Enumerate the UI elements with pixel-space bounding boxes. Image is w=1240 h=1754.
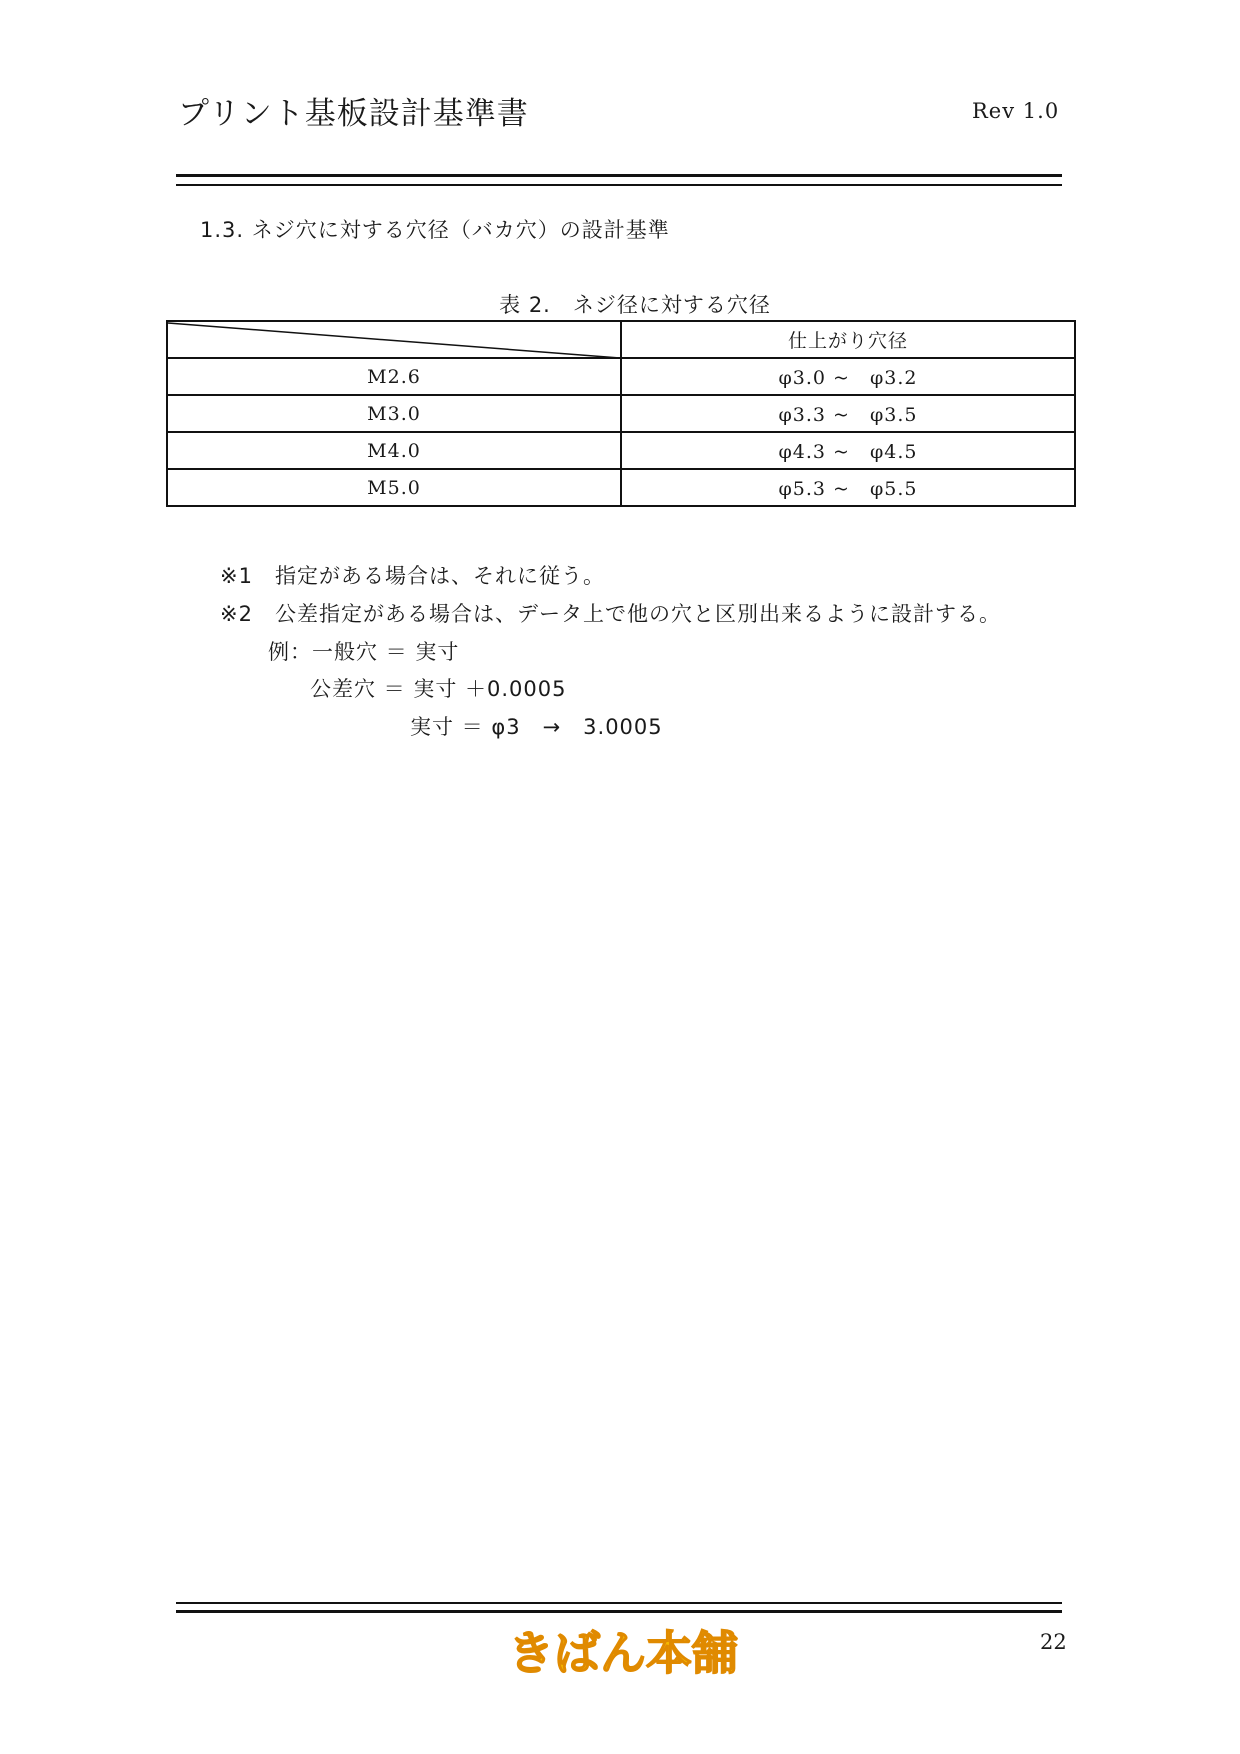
screw-size-cell: M2.6 <box>167 358 621 395</box>
hole-range-cell: φ3.3 ~ φ3.5 <box>621 395 1075 432</box>
example-line-1: 例：一般穴 ＝ 実寸 <box>268 640 460 664</box>
footer-rule-top <box>176 1602 1062 1604</box>
screw-size-cell: M5.0 <box>167 469 621 506</box>
diagonal-line <box>168 322 620 359</box>
screw-size-cell: M4.0 <box>167 432 621 469</box>
table-row <box>167 432 1075 469</box>
screw-size-cell: M3.0 <box>167 395 621 432</box>
logo-text: きばん本舗 <box>508 1626 738 1679</box>
table-header-row <box>167 321 1075 358</box>
note-1: ※1 指定がある場合は、それに従う。 <box>220 564 605 588</box>
table-row <box>167 395 1075 432</box>
section-heading: 1.3. ネジ穴に対する穴径（バカ穴）の設計基準 <box>200 218 670 242</box>
hole-diameter-table <box>166 320 1076 507</box>
example-line-3: 実寸 ＝ φ3 → 3.0005 <box>410 715 663 739</box>
page-number: 22 <box>1040 1630 1067 1654</box>
footer-rule-bottom <box>176 1610 1062 1613</box>
hole-range-cell: φ5.3 ~ φ5.5 <box>621 469 1075 506</box>
revision-label: Rev 1.0 <box>972 99 1060 123</box>
header-rule-top <box>176 174 1062 177</box>
example-line-2: 公差穴 ＝ 実寸 ＋0.0005 <box>310 677 567 701</box>
company-logo <box>488 1625 758 1679</box>
note-2: ※2 公差指定がある場合は、データ上で他の穴と区別出来るように設計する。 <box>220 602 1001 626</box>
document-title: プリント基板設計基準書 <box>178 96 529 132</box>
diagonal-corner-cell <box>167 321 621 358</box>
table-row <box>167 469 1075 506</box>
hole-range-cell: φ3.0 ~ φ3.2 <box>621 358 1075 395</box>
header-rule-bottom <box>176 184 1062 186</box>
table-caption: 表 2. ネジ径に対する穴径 <box>499 293 771 317</box>
table-row <box>167 358 1075 395</box>
column-header-finished-hole: 仕上がり穴径 <box>621 321 1075 358</box>
hole-range-cell: φ4.3 ~ φ4.5 <box>621 432 1075 469</box>
